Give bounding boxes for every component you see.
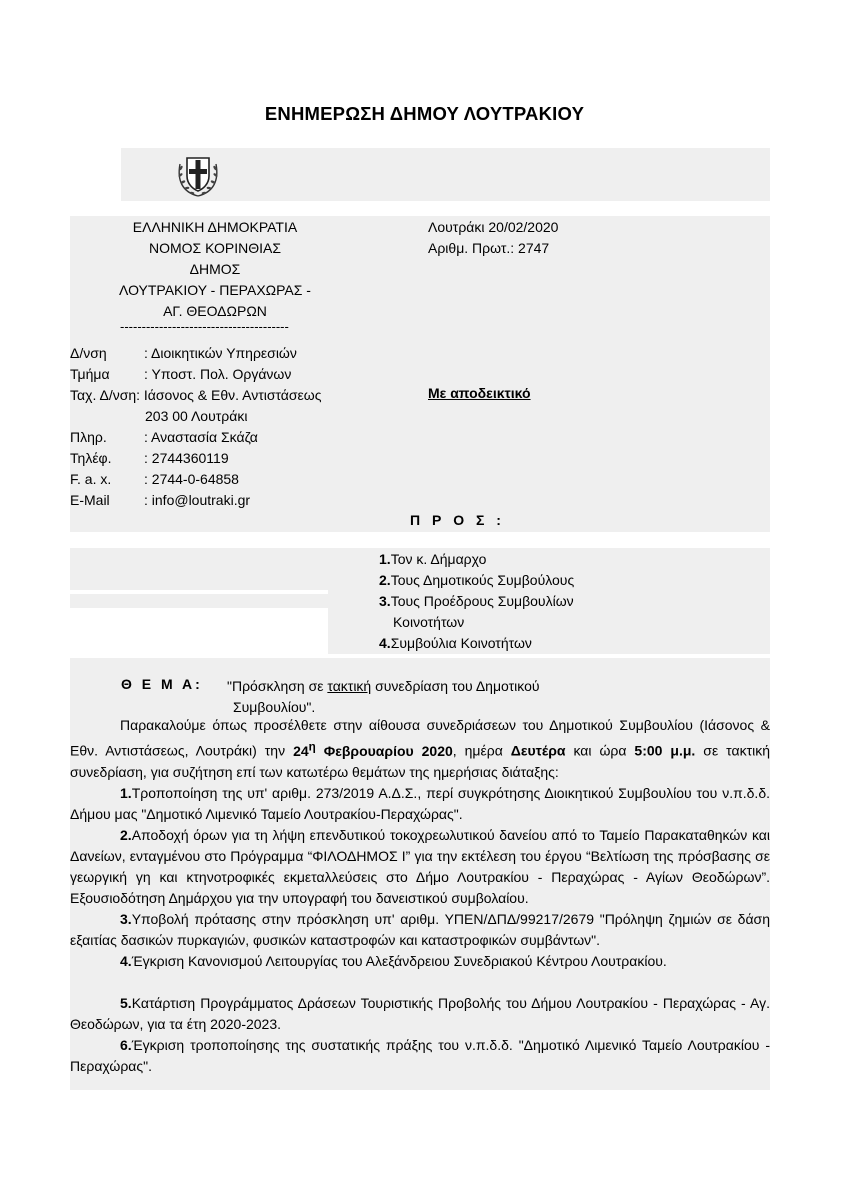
recipient-text: Τον κ. Δήμαρχο [390, 551, 487, 567]
info-key: Δ/νση [70, 345, 107, 361]
recipients-band-left [70, 548, 328, 590]
issuer-line: ΑΓ. ΘΕΟΔΩΡΩΝ [163, 303, 267, 319]
info-value: : 2744360119 [144, 450, 229, 466]
agenda-text: Τροποποίηση της υπ' αριθμ. 273/2019 Α.Δ.Σ., περί συγκρότησης Διοικητικού Συμβουλίου του ν.π.δ.δ. Δήμου μας "Δημοτικό Λιμενικό Ταμείο Λουτρακίου-Περαχώρας". [70, 784, 770, 822]
agenda-number: 5. [120, 994, 132, 1011]
info-value: : Διοικητικών Υπηρεσιών [144, 345, 297, 361]
agenda-text: Αποδοχή όρων για τη λήψη επενδυτικού τοκοχρεωλυτικού δανείου από το Ταμείο Παρακαταθηκών και Δανείων, ενταγμένου στο Πρόγραμμα “ΦΙΛΟΔΗΜΟΣ Ι” για την εκτέλεση του έργου “Βελτίωση της πρόσβασης σε γεωργική γη και κτηνοτροφικές εκμεταλλεύσεις στο Δήμο Λουτρακίου - Περαχώρας - Αγίων Θεοδώρων”. Εξουσιοδότηση Δημάρχου για την υπογραφή του δανειστικού συμβολαίου. [70, 826, 770, 906]
intro-text: σε τακτική συνεδρίαση, για συζήτηση επί των κατωτέρω θεμάτων της ημερήσιας διάταξης: [70, 742, 771, 780]
agenda-body [70, 715, 770, 1077]
recipient-number: 4. [379, 635, 391, 651]
info-row [70, 490, 250, 511]
coat-of-arms-icon [172, 150, 224, 200]
agenda-item [70, 1035, 770, 1077]
recipient-text: Συμβούλια Κοινοτήτων [390, 635, 532, 651]
agenda-number: 1. [120, 784, 132, 801]
agenda-item [70, 825, 770, 909]
info-row [70, 364, 291, 385]
recipient-item [379, 633, 532, 654]
issuer-line: ΛΟΥΤΡΑΚΙΟΥ - ΠΕΡΑΧΩΡΑΣ - [119, 282, 311, 298]
intro-text: , ημέρα [452, 742, 511, 759]
subject-label: Θ Ε Μ Α: [121, 676, 203, 692]
recipient-text: Κοινοτήτων [393, 614, 465, 630]
info-key: Ταχ. Δ/νση: [70, 387, 141, 403]
agenda-text: Κατάρτιση Προγράμματος Δράσεων Τουριστικής Προβολής του Δήμου Λουτρακίου - Περαχώρας - Αγ. Θεοδώρων, για τα έτη 2020-2023. [70, 994, 770, 1032]
agenda-number: 6. [120, 1036, 132, 1053]
issuer-line: ΕΛΛΗΝΙΚΗ ΔΗΜΟΚΡΑΤΙΑ [132, 219, 298, 235]
subject-line2: Συμβουλίου". [233, 699, 316, 715]
agenda-text: Έγκριση Κανονισμού Λειτουργίας του Αλεξάνδρειου Συνεδριακού Κέντρου Λουτρακίου. [131, 952, 667, 969]
recipient-item [379, 549, 486, 570]
info-row [70, 343, 297, 364]
issuer-line: ΔΗΜΟΣ [189, 261, 241, 277]
meeting-day [293, 740, 453, 759]
meeting-weekday: Δευτέρα [510, 742, 566, 759]
issuer-line: ΝΟΜΟΣ ΚΟΡΙΝΘΙΑΣ [148, 240, 281, 256]
info-key: Τμήμα [70, 366, 110, 382]
recipients-band-left-2 [70, 594, 328, 608]
recipient-item [393, 612, 464, 633]
info-row [70, 427, 258, 448]
info-row [70, 448, 229, 469]
recipient-number: 1. [379, 551, 391, 567]
subject-post: συνεδρίαση του Δημοτικού [371, 678, 540, 694]
recipient-item [379, 591, 574, 612]
info-key: F. a. x. [70, 471, 112, 487]
agenda-item [70, 993, 770, 1035]
agenda-number: 4. [120, 952, 132, 969]
info-value: : 2744-0-64858 [144, 471, 239, 487]
agenda-text: Έγκριση τροποποίησης της συστατικής πράξης του ν.π.δ.δ. "Δημοτικό Λιμενικό Ταμείο Λουτρακίου - Περαχώρας". [70, 1036, 770, 1074]
spacer [70, 972, 770, 993]
day-suffix: η [308, 740, 316, 753]
header-separator: --------------------------------------- [120, 319, 289, 334]
intro-text: Παρακαλούμε όπως προσέλθετε στην αίθουσα συνεδριάσεων του Δημοτικού Συμβουλίου (Ιάσονος & Εθν. Αντιστάσεως, Λουτράκι) την [70, 717, 770, 759]
place-date: Λουτράκι 20/02/2020 [428, 219, 559, 235]
subject-pre: "Πρόσκληση σε [227, 678, 328, 694]
meeting-month: Φεβρουαρίου 2020 [315, 742, 453, 759]
info-value: Ιάσονος & Εθν. Αντιστάσεως [143, 387, 322, 403]
agenda-item [70, 951, 770, 972]
recipient-item [379, 570, 574, 591]
info-key: Τηλέφ. [70, 450, 112, 466]
info-value: 203 00 Λουτράκι [145, 408, 248, 424]
protocol-number: Αριθμ. Πρωτ.: 2747 [428, 240, 550, 256]
info-row [70, 469, 239, 490]
agenda-item [70, 783, 770, 825]
info-value: : Υποστ. Πολ. Οργάνων [144, 366, 292, 382]
info-row [70, 385, 321, 406]
info-value: : Αναστασία Σκάζα [144, 429, 258, 445]
recipient-text: Τους Δημοτικούς Συμβούλους [390, 572, 575, 588]
intro-text: και ώρα [565, 742, 635, 759]
info-value: : info@loutraki.gr [144, 492, 251, 508]
agenda-number: 2. [120, 826, 132, 843]
recipient-number: 2. [379, 572, 391, 588]
delivery-method: Με αποδεικτικό [428, 385, 531, 401]
info-key: E-Mail [70, 492, 110, 508]
agenda-item [70, 909, 770, 951]
day-number: 24 [293, 742, 309, 759]
agenda-text: Υποβολή πρότασης στην πρόσκληση υπ' αριθμ. ΥΠΕΝ/ΔΠΔ/99217/2679 "Πρόληψη ζημιών σε δάση εξαιτίας δασικών πυρκαγιών, φυσικών καταστροφών και καταστροφικών συμβάντων". [70, 910, 770, 948]
subject-underlined: τακτική [327, 678, 372, 694]
subject-text [227, 676, 647, 718]
info-row [145, 406, 247, 427]
meeting-time: 5:00 μ.μ. [634, 742, 696, 759]
document-title: ΕΝΗΜΕΡΩΣΗ ΔΗΜΟΥ ΛΟΥΤΡΑΚΙΟΥ [264, 103, 585, 124]
intro-paragraph [70, 715, 770, 783]
info-key: Πληρ. [70, 429, 107, 445]
recipient-text: Τους Προέδρους Συμβουλίων [390, 593, 574, 609]
agenda-number: 3. [120, 910, 132, 927]
recipient-number: 3. [379, 593, 391, 609]
to-label: Π Ρ Ο Σ : [410, 512, 505, 528]
